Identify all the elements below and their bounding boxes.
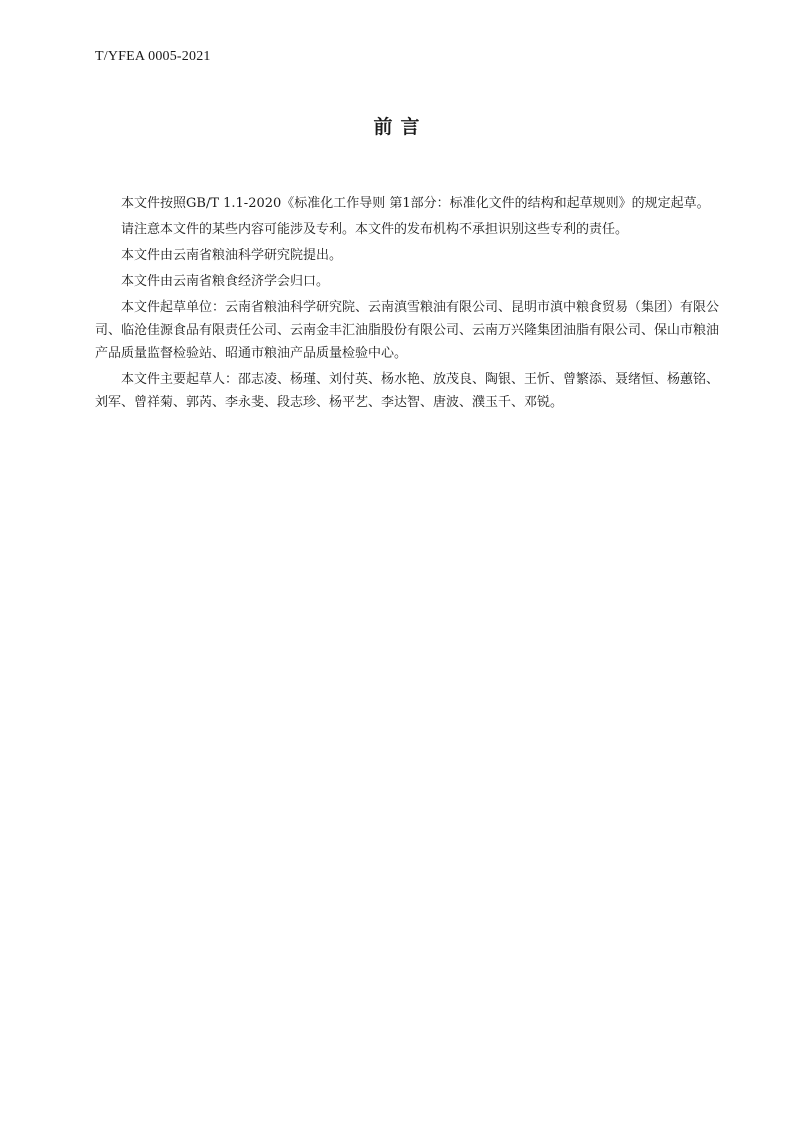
paragraph-drafters: 本文件主要起草人：邵志凌、杨瑾、刘付英、杨水艳、放茂良、陶银、王忻、曾繁添、聂绪恒、杨蕙铭、刘军、曾祥菊、郭芮、李永斐、段志珍、杨平艺、李达智、唐波、濮玉千、邓锐。	[95, 372, 720, 410]
paragraph-drafting-units: 本文件起草单位：云南省粮油科学研究院、云南滇雪粮油有限公司、昆明市滇中粮食贸易（集团）有限公司、临沧佳源食品有限责任公司、云南金丰汇油脂股份有限公司、云南万兴隆集团油脂有限公司、保山市粮油产品质量监督检验站、昭通市粮油产品质量检验中心。	[95, 300, 720, 361]
document-code: T/YFEA 0005-2021	[95, 49, 211, 64]
paragraph-drafting-rules: 本文件按照GB/T 1.1-2020《标准化工作导则 第1部分：标准化文件的结构和起草规则》的规定起草。	[121, 196, 710, 211]
page-title: 前言	[373, 116, 428, 138]
paragraph-patent-notice: 请注意本文件的某些内容可能涉及专利。本文件的发布机构不承担识别这些专利的责任。	[121, 222, 629, 237]
paragraph-centralized-unit: 本文件由云南省粮食经济学会归口。	[121, 274, 330, 289]
document-body	[95, 192, 719, 417]
paragraph-proposer: 本文件由云南省粮油科学研究院提出。	[121, 248, 343, 263]
